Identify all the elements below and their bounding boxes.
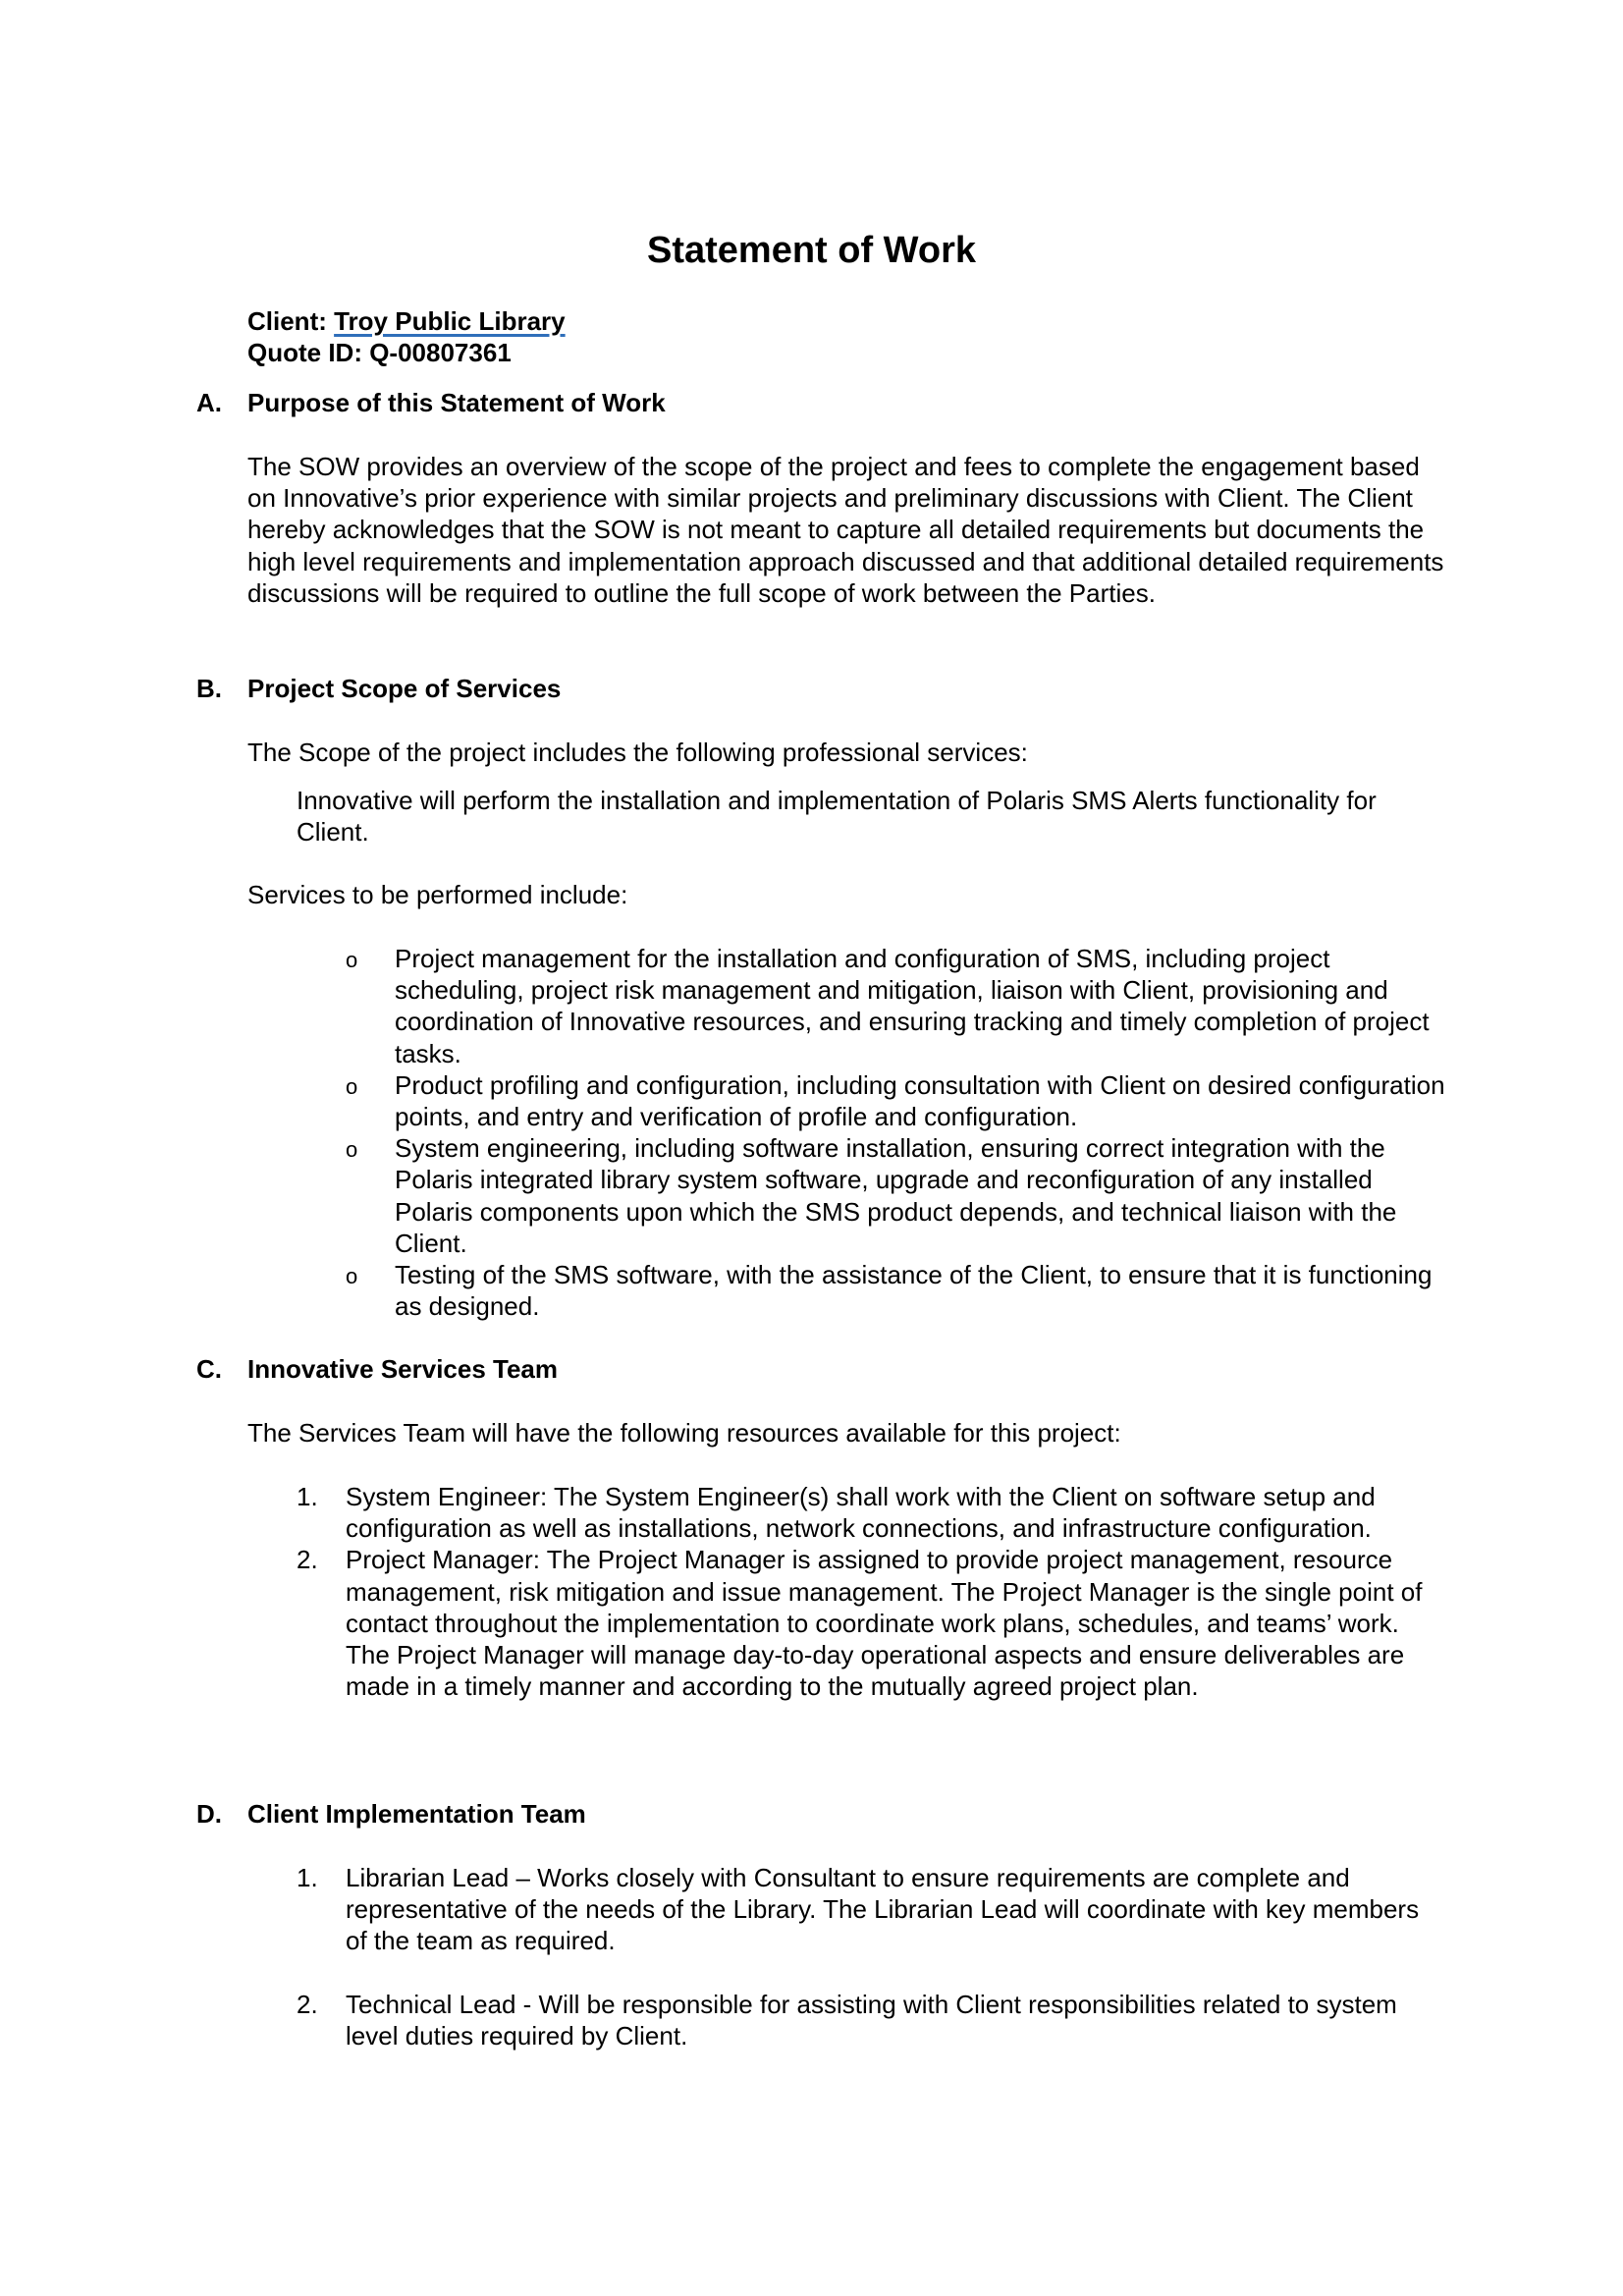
list-item [297, 1862, 1445, 1957]
list-number: 1. [297, 1863, 318, 1892]
section-d-heading [196, 1798, 586, 1830]
list-item-text: Testing of the SMS software, with the assistance of the Client, to ensure that it is functioning as designed. [395, 1260, 1433, 1322]
list-item [346, 943, 1445, 1069]
quote-id: Quote ID: Q-00807361 [247, 338, 512, 367]
section-letter: D. [196, 1799, 222, 1829]
section-c-heading [196, 1353, 558, 1385]
section-letter: C. [196, 1354, 222, 1384]
list-item [346, 1069, 1445, 1132]
section-a-heading [196, 387, 666, 418]
list-item [297, 1481, 1445, 1544]
bullet-circle-icon: o [346, 1073, 358, 1099]
list-item [346, 1259, 1445, 1322]
list-item-text: Librarian Lead – Works closely with Consultant to ensure requirements are complete and representative of the needs of the Library. The Librarian Lead will coordinate with key members of the team as required. [346, 1863, 1420, 1956]
client-name-link[interactable]: Troy Public Library [334, 306, 566, 336]
section-letter: B. [196, 674, 222, 703]
client-label: Client: [247, 306, 335, 336]
document-meta [247, 305, 566, 368]
list-number: 1. [297, 1482, 318, 1511]
section-a-body: The SOW provides an overview of the scope of the project and fees to complete the engagement based on Innovative’s prior experience with similar projects and preliminary discussions with Client. The Client hereby acknowledges that the SOW is not meant to capture all detailed requirements but documents the high level requirements and implementation approach discussed and that additional detailed requirements discussions will be required to outline the full scope of work between the Parties. [247, 452, 1444, 608]
section-b-scope-statement: Innovative will perform the installation and implementation of Polaris SMS Alerts functionality for Client. [297, 786, 1377, 847]
list-number: 2. [297, 1989, 318, 2019]
list-item-text: Project Manager: The Project Manager is assigned to provide project management, resource management, risk mitigation and issue management. The Project Manager is the single point of contact throughout the implementation to coordinate work plans, schedules, and teams’ work. The Project Manager will manage day-to-day operational aspects and ensure deliverables are made in a timely manner and according to the mutually agreed project plan. [346, 1545, 1423, 1702]
list-item-text: System engineering, including software installation, ensuring correct integration with the Polaris integrated library system software, upgrade and reconfiguration of any installed Polaris components upon which the SMS product depends, and technical liaison with the Client. [395, 1133, 1397, 1258]
section-title: Client Implementation Team [247, 1799, 586, 1829]
list-item [297, 1989, 1445, 2051]
section-letter: A. [196, 388, 222, 417]
list-item-text: System Engineer: The System Engineer(s) shall work with the Client on software setup and configuration as well as installations, network connections, and infrastructure configuration. [346, 1482, 1376, 1544]
list-item-text: Product profiling and configuration, including consultation with Client on desired configuration points, and entry and verification of profile and configuration. [395, 1069, 1445, 1132]
client-team-list [297, 1862, 1445, 2051]
services-list [346, 943, 1445, 1322]
section-b-intro: The Scope of the project includes the following professional services: [247, 738, 1028, 767]
section-title: Project Scope of Services [247, 674, 562, 703]
bullet-circle-icon: o [346, 1137, 358, 1163]
section-title: Purpose of this Statement of Work [247, 388, 666, 417]
list-number: 2. [297, 1545, 318, 1575]
section-b-heading [196, 673, 561, 704]
list-item [297, 1544, 1445, 1702]
bullet-circle-icon: o [346, 1264, 358, 1289]
page-title: Statement of Work [646, 230, 976, 271]
services-team-list [297, 1481, 1445, 1702]
section-b-services-intro: Services to be performed include: [247, 880, 628, 909]
section-c-intro: The Services Team will have the following resources available for this project: [247, 1418, 1121, 1448]
client-line [247, 305, 566, 337]
section-title: Innovative Services Team [247, 1354, 559, 1384]
list-item-text: Technical Lead - Will be responsible for assisting with Client responsibilities related to system level duties required by Client. [346, 1989, 1397, 2050]
list-item-text: Project management for the installation and configuration of SMS, including project scheduling, project risk management and mitigation, liaison with Client, provisioning and coordination of Innovative resources, and ensuring tracking and timely completion of project tasks. [395, 944, 1430, 1068]
bullet-circle-icon: o [346, 948, 358, 972]
list-item [346, 1132, 1445, 1259]
